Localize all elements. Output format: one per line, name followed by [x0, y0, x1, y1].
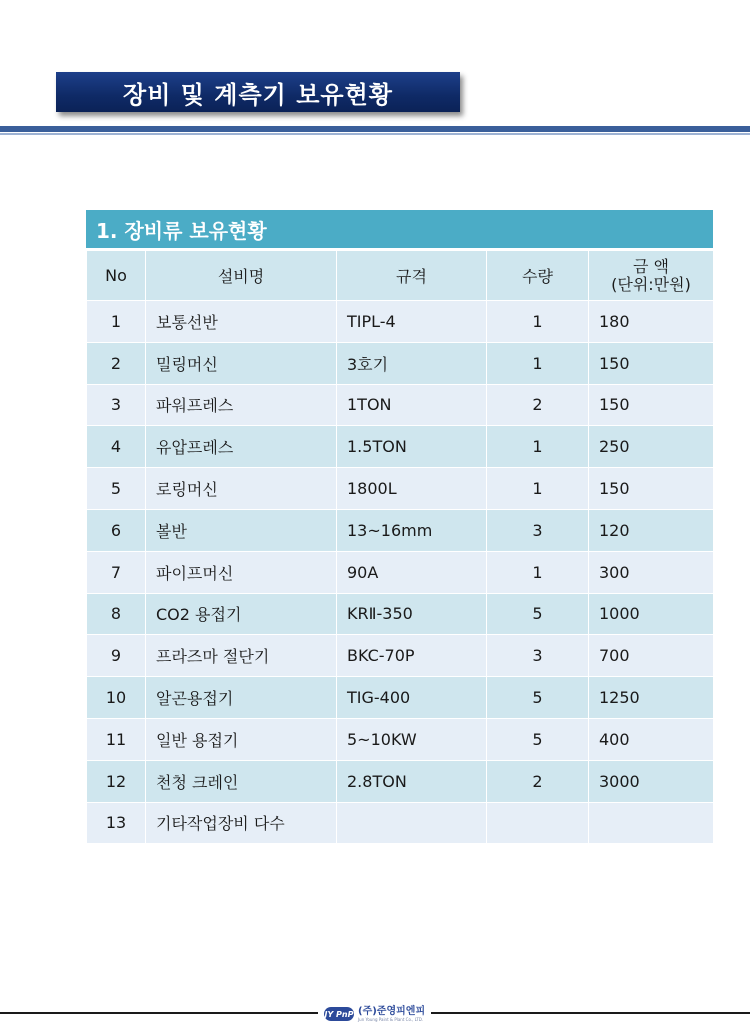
equipment-table — [86, 250, 714, 844]
company-name: (주)준영피엔피 — [358, 1005, 426, 1017]
header-qty: 수량 — [487, 251, 589, 301]
cell-qty: 1 — [487, 342, 589, 384]
header-amount-label: 금 액 — [633, 256, 669, 276]
cell-spec: 3호기 — [337, 342, 487, 384]
cell-name: 로링머신 — [146, 468, 337, 510]
cell-qty: 1 — [487, 301, 589, 343]
cell-amount: 120 — [589, 509, 714, 551]
cell-name: 유압프레스 — [146, 426, 337, 468]
cell-no: 8 — [87, 593, 146, 635]
cell-name: 프라즈마 절단기 — [146, 635, 337, 677]
cell-amount: 3000 — [589, 760, 714, 802]
header-spec: 규격 — [337, 251, 487, 301]
cell-qty: 3 — [487, 509, 589, 551]
cell-name: 천청 크레인 — [146, 760, 337, 802]
table-row — [87, 551, 714, 593]
table-row — [87, 342, 714, 384]
cell-no: 10 — [87, 677, 146, 719]
cell-spec: 1800L — [337, 468, 487, 510]
header-amount — [589, 251, 714, 301]
cell-qty: 5 — [487, 718, 589, 760]
cell-no: 5 — [87, 468, 146, 510]
logo-mark: JY PnP — [324, 1007, 354, 1021]
cell-amount: 250 — [589, 426, 714, 468]
cell-spec: 1.5TON — [337, 426, 487, 468]
header-no: No — [87, 251, 146, 301]
table-row — [87, 760, 714, 802]
header-name: 설비명 — [146, 251, 337, 301]
table-row — [87, 468, 714, 510]
cell-qty — [487, 802, 589, 844]
cell-spec: KRⅡ-350 — [337, 593, 487, 635]
cell-spec: TIPL-4 — [337, 301, 487, 343]
table-row — [87, 593, 714, 635]
cell-amount: 400 — [589, 718, 714, 760]
cell-name: 볼반 — [146, 509, 337, 551]
cell-name: 파워프레스 — [146, 384, 337, 426]
cell-no: 12 — [87, 760, 146, 802]
section-title: 1. 장비류 보유현황 — [86, 210, 713, 250]
cell-amount: 150 — [589, 342, 714, 384]
cell-spec: 90A — [337, 551, 487, 593]
cell-name: 일반 용접기 — [146, 718, 337, 760]
cell-no: 1 — [87, 301, 146, 343]
cell-amount: 700 — [589, 635, 714, 677]
equipment-section — [86, 210, 713, 844]
table-row — [87, 677, 714, 719]
cell-spec: TIG-400 — [337, 677, 487, 719]
company-logo — [318, 1004, 431, 1024]
table-header-row — [87, 251, 714, 301]
cell-name: 기타작업장비 다수 — [146, 802, 337, 844]
cell-qty: 3 — [487, 635, 589, 677]
cell-no: 9 — [87, 635, 146, 677]
cell-spec: 5~10KW — [337, 718, 487, 760]
cell-no: 2 — [87, 342, 146, 384]
cell-name: CO2 용접기 — [146, 593, 337, 635]
cell-no: 11 — [87, 718, 146, 760]
table-row — [87, 718, 714, 760]
cell-spec: BKC-70P — [337, 635, 487, 677]
cell-amount: 180 — [589, 301, 714, 343]
table-row — [87, 384, 714, 426]
cell-qty: 1 — [487, 551, 589, 593]
header-rule-thin — [0, 133, 750, 135]
cell-amount: 1250 — [589, 677, 714, 719]
table-row — [87, 802, 714, 844]
cell-qty: 5 — [487, 593, 589, 635]
page-title: 장비 및 계측기 보유현황 — [56, 72, 460, 112]
cell-name: 파이프머신 — [146, 551, 337, 593]
cell-qty: 1 — [487, 468, 589, 510]
cell-qty: 2 — [487, 384, 589, 426]
header-rule — [0, 126, 750, 132]
table-row — [87, 426, 714, 468]
cell-spec: 13~16mm — [337, 509, 487, 551]
company-name-en: Jun Young Paint & Plant Co., LTD. — [358, 1016, 424, 1022]
cell-qty: 2 — [487, 760, 589, 802]
cell-name: 밀링머신 — [146, 342, 337, 384]
cell-qty: 1 — [487, 426, 589, 468]
table-row — [87, 509, 714, 551]
table-row — [87, 635, 714, 677]
cell-no: 7 — [87, 551, 146, 593]
cell-name: 보통선반 — [146, 301, 337, 343]
cell-amount: 150 — [589, 384, 714, 426]
cell-qty: 5 — [487, 677, 589, 719]
cell-no: 6 — [87, 509, 146, 551]
cell-amount: 150 — [589, 468, 714, 510]
cell-amount: 300 — [589, 551, 714, 593]
cell-name: 알곤용접기 — [146, 677, 337, 719]
cell-amount — [589, 802, 714, 844]
cell-spec: 2.8TON — [337, 760, 487, 802]
cell-spec — [337, 802, 487, 844]
cell-no: 3 — [87, 384, 146, 426]
cell-no: 13 — [87, 802, 146, 844]
cell-spec: 1TON — [337, 384, 487, 426]
header-amount-unit: (단위:만원) — [611, 274, 691, 294]
cell-no: 4 — [87, 426, 146, 468]
table-row — [87, 301, 714, 343]
cell-amount: 1000 — [589, 593, 714, 635]
table-body — [87, 301, 714, 844]
